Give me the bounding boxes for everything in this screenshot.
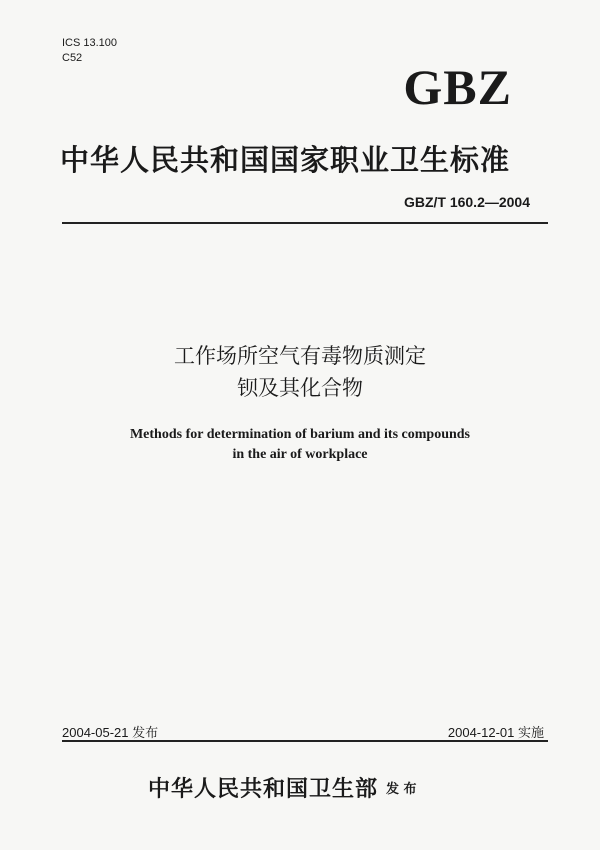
bottom-divider	[62, 740, 548, 742]
implementation-date: 2004-12-01 实施	[447, 725, 544, 740]
issuer	[148, 772, 417, 803]
ccs-code: C52	[62, 52, 83, 64]
top-divider	[62, 222, 548, 224]
english-title	[0, 425, 600, 465]
issuer-name: 中华人民共和国卫生部	[148, 776, 379, 802]
ics-code: ICS 13.100	[62, 37, 118, 49]
issuer-verb: 发 布	[386, 782, 417, 797]
standard-type-heading: 中华人民共和国国家职业卫生标准	[60, 143, 511, 177]
standard-mark: GBZ	[403, 59, 512, 115]
chinese-title-line-2: 钡及其化合物	[237, 376, 363, 400]
classification-codes	[62, 36, 117, 66]
issue-date: 2004-05-21 发布	[62, 725, 159, 740]
standard-number: GBZ/T 160.2—2004	[403, 194, 530, 210]
chinese-title	[0, 340, 600, 404]
english-title-line-2: in the air of workplace	[232, 447, 368, 462]
english-title-line-1: Methods for determination of barium and its compounds	[129, 427, 471, 442]
chinese-title-line-1: 工作场所空气有毒物质测定	[174, 344, 426, 368]
